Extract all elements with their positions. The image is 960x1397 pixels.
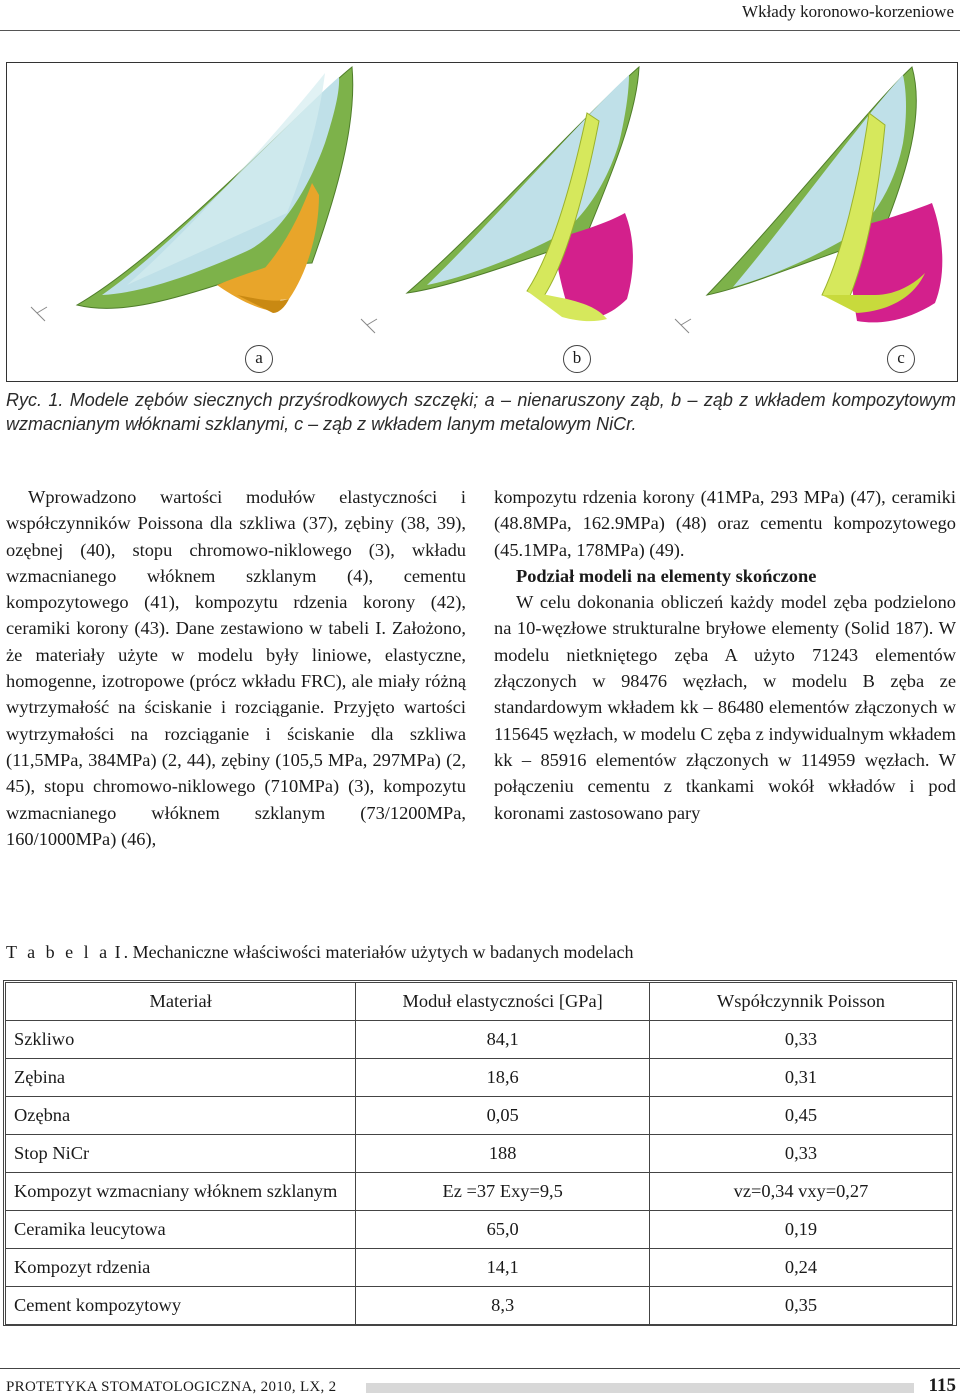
table-label: T a b e l a xyxy=(6,942,111,962)
running-title: Wkłady koronowo-korzeniowe xyxy=(742,2,954,21)
page-number: 115 xyxy=(928,1375,956,1396)
materials-table xyxy=(5,982,953,1325)
poisson-cell: vz=0,34 vxy=0,27 xyxy=(649,1173,952,1211)
panel-label-c: c xyxy=(887,345,915,373)
table-row xyxy=(6,1021,953,1059)
journal-name: PROTETYKA STOMATOLOGICZNA, 2010, LX, 2 xyxy=(6,1379,337,1395)
table-number: I xyxy=(114,942,124,962)
material-cell: Kompozyt rdzenia xyxy=(6,1249,356,1287)
modulus-cell: 0,05 xyxy=(356,1097,650,1135)
tooth-model-b xyxy=(407,67,639,321)
table-caption xyxy=(6,942,633,963)
panel-label-b: b xyxy=(563,345,591,373)
tooth-model-a xyxy=(77,67,353,313)
poisson-cell: 0,33 xyxy=(649,1021,952,1059)
column-header-poisson: Współczynnik Poisson xyxy=(649,983,952,1021)
table-row xyxy=(6,1135,953,1173)
body-paragraph: Wprowadzono wartości modułów elastyczności i współczynników Poissona dla szkliwa (37), zębiny (38, 39), ozębnej (40), stopu chromowo-niklowego (3), wkładu wzmacnianego włóknem szklanym (4), cementu kompozytowego (41), kompozytu rdzenia korony (42), ceramiki korony (43). Dane zestawiono w tabeli I. Założono, że materiały użyte w modelu były liniowe, elastyczne, homogenne, izotropowe (prócz wkładu FRC), ale miały różną wytrzymałość na ściskanie i rozciąganie. Przyjęto wartości wytrzymałości na rozciąganie i ściskanie dla szkliwa (11,5MPa, 384MPa) (2, 44), zębiny (105,5 MPa, 297MPa) (2, 45), stopu chromowo-niklowego (710MPa) (3), kompozytu wzmacnianego włóknem szklanym (73/1200MPa, 160/1000MPa) (46), xyxy=(6,487,466,849)
table-row xyxy=(6,1059,953,1097)
modulus-cell: 14,1 xyxy=(356,1249,650,1287)
modulus-cell: 188 xyxy=(356,1135,650,1173)
page-header xyxy=(0,0,960,31)
tooth-model-c xyxy=(707,67,942,322)
material-cell: Szkliwo xyxy=(6,1021,356,1059)
table-row xyxy=(6,1287,953,1325)
modulus-cell: 18,6 xyxy=(356,1059,650,1097)
modulus-cell: 84,1 xyxy=(356,1021,650,1059)
poisson-cell: 0,35 xyxy=(649,1287,952,1325)
column-header-material: Materiał xyxy=(6,983,356,1021)
poisson-cell: 0,24 xyxy=(649,1249,952,1287)
table-row xyxy=(6,1097,953,1135)
body-paragraph-continued: kompozytu rdzenia korony (41MPa, 293 MPa) (47), ceramiki (48.8MPa, 162.9MPa) (48) oraz cementu kompozytowego (45.1MPa, 178MPa) (49). xyxy=(494,487,956,560)
body-paragraph: W celu dokonania obliczeń każdy model zęba podzielono na 10-węzłowe strukturalne bryłowe elementy (Solid 187). W modelu nietkniętego zęba A użyto 71243 elementów złączonych w 98476 węzłach, w modelu B zęba ze standardowym wkładem kk – 86480 elementów złączonych w 115645 węzłach, w modelu C zęba z indywidualnym wkładem kk – 85916 elementów złączonych w 114959 węzłach. W połączeniu cementu z tkankami wokół wkładów i pod koronami zastosowano pary xyxy=(494,592,956,823)
material-cell: Zębina xyxy=(6,1059,356,1097)
panel-label-a: a xyxy=(245,345,273,373)
table-header-row xyxy=(6,983,953,1021)
material-cell: Cement kompozytowy xyxy=(6,1287,356,1325)
tooth-models-illustration xyxy=(7,63,957,381)
table-row xyxy=(6,1249,953,1287)
table-row xyxy=(6,1173,953,1211)
figure-tooth-models xyxy=(6,62,958,382)
poisson-cell: 0,19 xyxy=(649,1211,952,1249)
modulus-cell: 65,0 xyxy=(356,1211,650,1249)
material-cell: Ozębna xyxy=(6,1097,356,1135)
footer-bar xyxy=(366,1383,914,1393)
modulus-cell: Ez =37 Exy=9,5 xyxy=(356,1173,650,1211)
material-cell: Kompozyt wzmacniany włóknem szklanym xyxy=(6,1173,356,1211)
poisson-cell: 0,45 xyxy=(649,1097,952,1135)
figure-caption: Ryc. 1. Modele zębów siecznych przyśrodkowych szczęki; a – nienaruszony ząb, b – ząb z wkładem kompozytowym wzmacnianym włóknami szklanymi, c – ząb z wkładem lanym metalowym NiCr. xyxy=(6,390,956,434)
poisson-cell: 0,33 xyxy=(649,1135,952,1173)
table-row xyxy=(6,1211,953,1249)
column-header-modulus: Moduł elastyczności [GPa] xyxy=(356,983,650,1021)
material-cell: Stop NiCr xyxy=(6,1135,356,1173)
table-title: . Mechaniczne właściwości materiałów użytych w badanych modelach xyxy=(123,942,634,962)
section-heading: Podział modeli na elementy skończone xyxy=(516,565,817,586)
page-footer xyxy=(0,1368,960,1397)
text-column-left xyxy=(6,484,466,852)
poisson-cell: 0,31 xyxy=(649,1059,952,1097)
modulus-cell: 8,3 xyxy=(356,1287,650,1325)
text-column-right xyxy=(494,484,956,826)
material-cell: Ceramika leucytowa xyxy=(6,1211,356,1249)
